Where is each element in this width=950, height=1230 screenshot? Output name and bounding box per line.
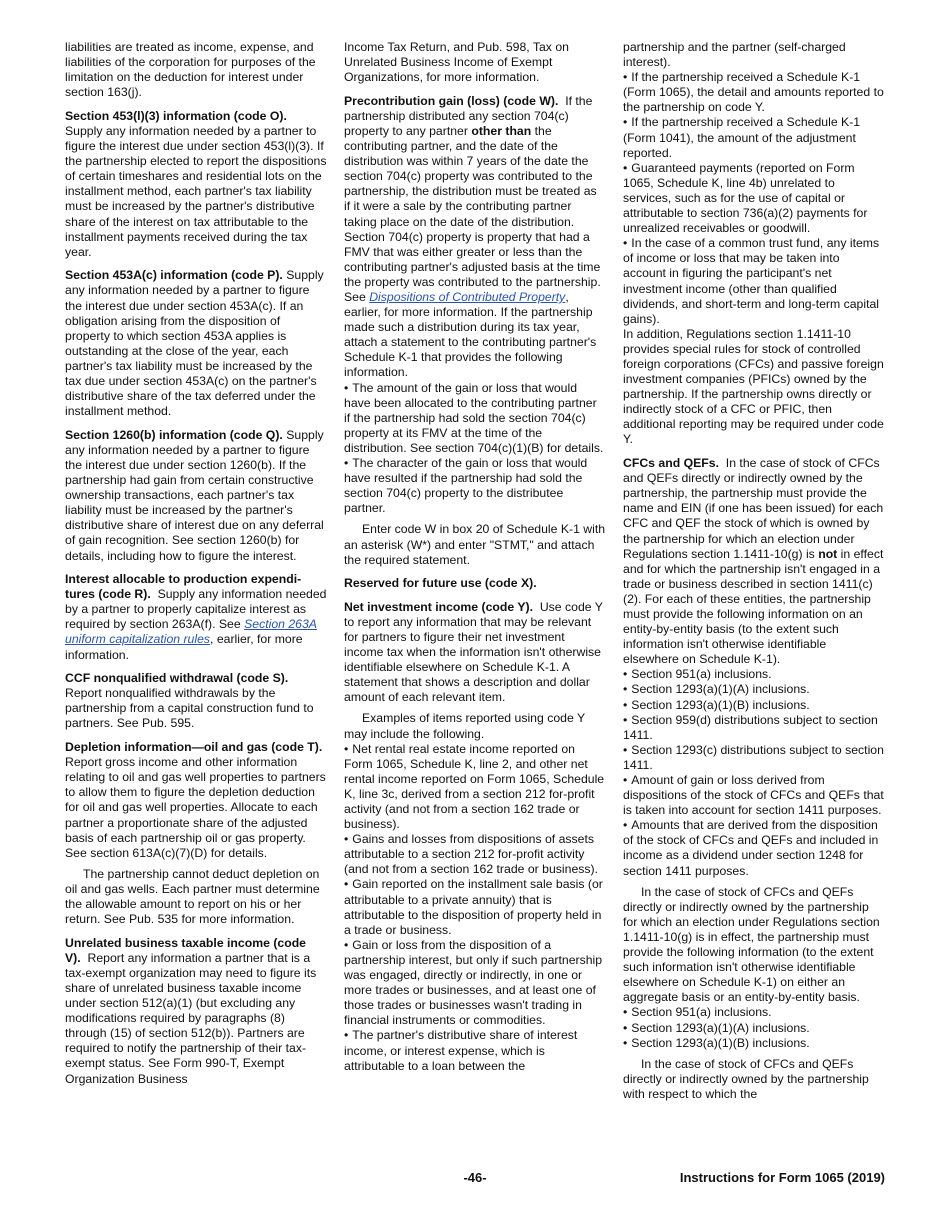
page-number: -46- [463, 1170, 487, 1185]
paragraph: In addition, Regulations section 1.1411-10 provides special rules for stock of controlled foreign corporations (CFCs) and passive foreign investment companies (PFICs) owned by the partnership. If the partnership owns directly or indirectly stock of a CFC or PFIC, then additional reporting may be required under code Y. [623, 326, 884, 447]
heading-code-t: Depletion information—oil and gas (code T). [65, 740, 323, 755]
section-code-y [344, 600, 606, 706]
body-code-s: Report nonqualified withdrawals by the partnership from a capital construction fund to partners. See Pub. 595. [65, 686, 314, 731]
heading-code-x: Reserved for future use (code X). [344, 576, 537, 591]
list-item: • Net rental real estate income reported on Form 1065, Schedule K, line 2, and other net rental income reported on Form 1065, Schedule K, line 3c, derived from a section 212 for-profit activity (and not from a section 162 trade or business). [344, 742, 606, 833]
emphasis-not: not [818, 546, 838, 561]
list-item: • If the partnership received a Schedule K-1 (Form 1065), the detail and amounts reported to the partnership on code Y. [623, 70, 885, 115]
list-item: • Section 1293(c) distributions subject to section 1411. [623, 743, 885, 773]
emphasis-other-than: other than [471, 123, 532, 138]
list-item: • Gain reported on the installment sale basis (or attributable to a private annuity) that is attributable to the disposition of property held in a trade or business. [344, 877, 606, 937]
body-cfcs-qefs: In the case of stock of CFCs and QEFs directly or indirectly owned by the partnership, the partnership must provide the name and EIN (if one has been issued) for each CFC and QEF the stock of which is owned by the partnership for which an election under Regulations section 1.1411-10(g) is [623, 456, 884, 561]
body-code-o: Supply any information needed by a partner to figure the interest due under section 453(l)(3). If the partnership elected to report the dispositions of certain timeshares and residential lots on the installment method, each partner's tax liability must be increased by the partner's distributive share of the interest on tax attributable to the installment payments received during the tax year. [65, 123, 327, 259]
section-code-r [65, 572, 327, 663]
heading-code-q: Section 1260(b) information (code Q). [65, 427, 283, 442]
link-dispositions-contributed-property[interactable]: Dispositions of Contributed Property [369, 290, 566, 304]
heading-code-y: Net investment income (code Y). [344, 599, 534, 614]
list-item: • Section 1293(a)(1)(A) inclusions. [623, 682, 885, 697]
list-item: • Section 951(a) inclusions. [623, 1005, 885, 1020]
body-code-w: If the partnership distributed any section 704(c) property to any partner [344, 93, 593, 138]
bullet-list-election [623, 1005, 885, 1050]
body-code-t: Report gross income and other information relating to oil and gas well properties to partners to allow them to figure the depletion deduction for oil and gas well properties. Allocate to each partner a proportionate share of the adjusted basis of each partnership oil or gas property. See section 613A(c)(7)(D) for details. [65, 755, 326, 860]
body-cfcs-qefs-cont: in effect and for which the partnership isn't engaged in a trade or business described in section 1411(c)(2). For each of these entities, the partnership must provide the following information on an entity-by-entity basis (to the extent such information isn't otherwise identifiable elsewhere on Schedule K-1). [623, 546, 884, 667]
body-code-p: Supply any information needed by a partner to figure the interest due under section 453A(c). If an obligation arising from the disposition of property to which section 453A applies is outstanding at the close of the year, each partner's tax liability must be increased by the tax due under section 453A(c) on the partner's distributive share of the tax deferred under the installment method. [65, 268, 324, 419]
section-code-v [65, 936, 327, 1087]
document-title: Instructions for Form 1065 (2019) [679, 1170, 885, 1185]
list-item: • Section 1293(a)(1)(B) inclusions. [623, 1036, 885, 1051]
heading-code-v: Unrelated business taxable income (code V). [65, 935, 306, 965]
heading-cfcs-qefs: CFCs and QEFs. [623, 456, 719, 471]
body-code-r-tail: , earlier, for more information. [65, 632, 303, 662]
body-code-w-tail: , earlier, for more information. If the partnership made such a distribution during its tax year, attach a statement to the contributing partner's Schedule K-1 that provides the following information. [344, 290, 597, 380]
paragraph: liabilities are treated as income, expense, and liabilities of the corporation for purposes of the limitation on the deduction for interest under section 163(j). [65, 40, 316, 100]
body-code-v: Report any information a partner that is a tax-exempt organization may need to figure its share of unrelated business taxable income under section 512(a)(1) (but excluding any modifications required by paragraphs (8) through (15) of section 512(b)). Partners are required to notify the partnership of their tax-exempt status. See Form 990-T, Exempt Organization Business [65, 950, 317, 1086]
section-cfcs-qefs [623, 456, 885, 667]
paragraph: Enter code W in box 20 of Schedule K-1 with an asterisk (W*) and enter "STMT," and attach the required statement. [344, 522, 606, 567]
paragraph: Income Tax Return, and Pub. 598, Tax on Unrelated Business Income of Exempt Organizations, for more information. [344, 40, 569, 85]
body-code-r: Supply any information needed by a partner to properly capitalize interest as required by section 263A(f). See [65, 587, 327, 632]
list-item: • The character of the gain or loss that would have resulted if the partnership had sold the section 704(c) property to the distributee partner. [344, 456, 606, 516]
bullet-list-code-w [344, 381, 606, 517]
section-code-t [65, 740, 327, 861]
heading-code-w: Precontribution gain (loss) (code W). [344, 93, 559, 108]
list-item: • Section 1293(a)(1)(A) inclusions. [623, 1021, 885, 1036]
section-code-s [65, 671, 327, 731]
paragraph: In the case of stock of CFCs and QEFs directly or indirectly owned by the partnership with respect to which the [623, 1056, 869, 1101]
body-code-w-cont: the contributing partner, and the date of the distribution was within 7 years of the date the section 704(c) property was contributed to the partnership, the distribution must be treated as if it were a sale by the contributing partner taking place on the date of the distribution. Section 704(c) property is property that had a FMV that was either greater or less than the contributing partner's adjusted basis at the time the property was contributed to the partnership. See [344, 123, 601, 304]
list-item: • Gains and losses from dispositions of assets attributable to a section 212 for-profit activity (and not from a section 162 trade or business). [344, 832, 606, 877]
list-item: • In the case of a common trust fund, any items of income or loss that may be taken into account in figuring the participant's net investment income (other than qualified dividends, and short-term and long-term capital gains). [623, 236, 885, 327]
column-2 [344, 40, 606, 1080]
body-code-q: Supply any information needed by a partner to figure the interest due under section 1260(b). If the partnership had gain from certain constructive ownership transactions, each partner's tax liability must be increased by the partner's distributive share of interest due on any deferral of gain recognition. See section 1260(b) for details, including how to figure the interest. [65, 427, 324, 563]
heading-code-p: Section 453A(c) information (code P). [65, 268, 283, 283]
list-item: • If the partnership received a Schedule K-1 (Form 1041), the amount of the adjustment reported. [623, 115, 885, 160]
heading-code-s: CCF nonqualified withdrawal (code S). [65, 671, 289, 686]
section-code-x [344, 576, 606, 591]
list-item: • Guaranteed payments (reported on Form 1065, Schedule K, line 4b) unrelated to services, such as for the use of capital or attributable to section 736(a)(2) payments for unrealized receivables or goodwill. [623, 161, 885, 236]
link-section-263a[interactable]: Section 263A uniform capitalization rules [65, 617, 317, 647]
heading-code-o: Section 453(l)(3) information (code O). [65, 108, 287, 123]
list-item: • Amount of gain or loss derived from dispositions of the stock of CFCs and QEFs that is taken into account for section 1411 purposes. [623, 773, 885, 818]
section-code-o [65, 109, 327, 260]
list-item: • The amount of the gain or loss that would have been allocated to the contributing partner if the partnership had sold the section 704(c) property at its FMV at the time of the distribution. See section 704(c)(1)(B) for details. [344, 381, 606, 456]
paragraph: In the case of stock of CFCs and QEFs directly or indirectly owned by the partnership for which an election under Regulations section 1.1411-10(g) is in effect, the partnership must provide the following information (to the extent such information isn't otherwise identifiable elsewhere on Schedule K-1) on either an aggregate basis or an entity-by-entity basis. [623, 884, 880, 1005]
list-item: • Section 1293(a)(1)(B) inclusions. [623, 698, 885, 713]
bullet-list-cfc [623, 667, 885, 878]
section-code-p [65, 268, 327, 419]
section-code-w [344, 94, 606, 381]
heading-code-r: Interest allocable to production expendi-tures (code R). [65, 572, 302, 602]
column-1 [65, 40, 327, 1087]
section-code-q [65, 428, 327, 564]
paragraph: The partnership cannot deduct depletion on oil and gas wells. Each partner must determine the allowable amount to report on his or her return. See Pub. 535 for more information. [65, 866, 320, 927]
list-item: • Amounts that are derived from the disposition of the stock of CFCs and QEFs and included in income as a dividend under section 1248 for section 1411 purposes. [623, 818, 885, 878]
column-3 [623, 40, 885, 1102]
list-item: • The partner's distributive share of interest income, or interest expense, which is attributable to a loan between the [344, 1028, 606, 1073]
list-item: • Gain or loss from the disposition of a partnership interest, but only if such partnership was engaged, directly or indirectly, in one or more trades or businesses, and at least one of those trades or businesses wasn't trading in financial instruments or commodities. [344, 938, 606, 1029]
list-item: • Section 959(d) distributions subject to section 1411. [623, 713, 885, 743]
bullet-list-code-y [344, 742, 606, 1074]
paragraph: Examples of items reported using code Y may include the following. [344, 711, 585, 741]
paragraph: partnership and the partner (self-charged interest). [623, 40, 846, 70]
bullet-list-code-y-cont [623, 70, 885, 327]
list-item: • Section 951(a) inclusions. [623, 667, 885, 682]
body-code-y: Use code Y to report any information that may be relevant for partners to figure their net investment income tax when the information isn't otherwise identifiable elsewhere on Schedule K-1. A statement that shows a description and dollar amount of each relevant item. [344, 599, 603, 705]
